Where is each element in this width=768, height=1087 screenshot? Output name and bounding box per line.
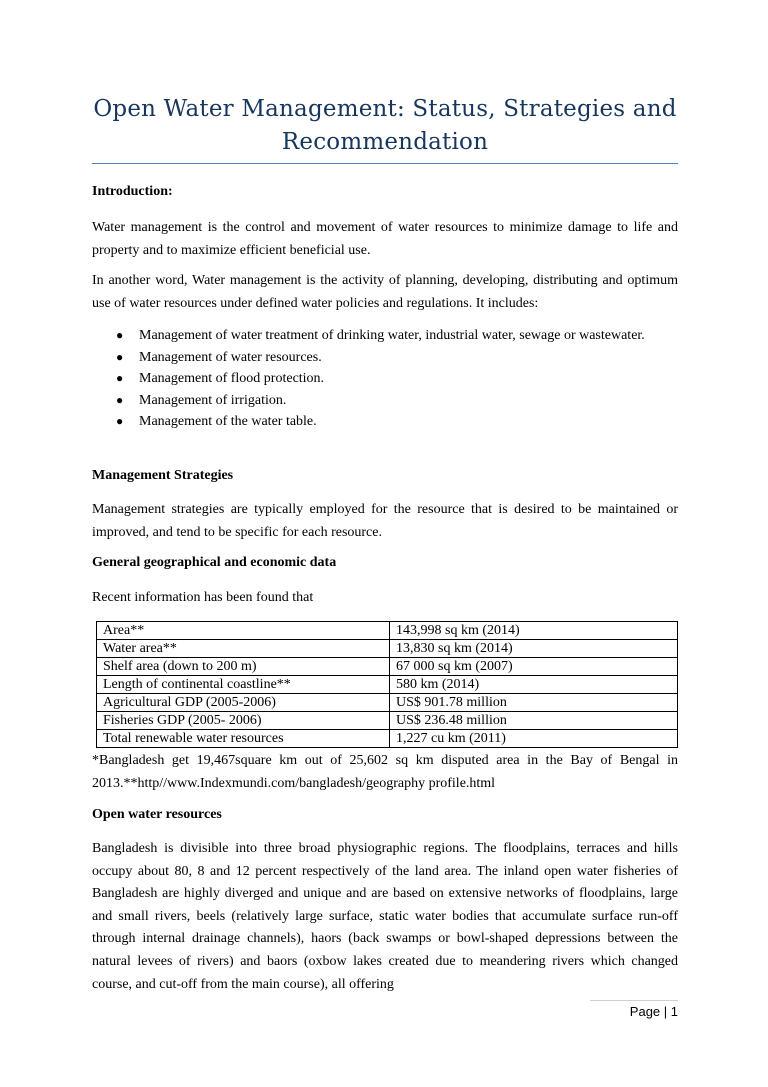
- open-water-paragraph: Bangladesh is divisible into three broad physiographic regions. The floodplains, terraces and hills occupy about 80, 8 and 12 percent respectively of the land area. The inland open water fisheries of Bangladesh are highly diverged and unique and are based on extensive networks of floodplains, large and small rivers, beels (relatively large surface, static water bodies that accumulate surface run-off through internal drainage channels), haors (back swamps or bowl-shaped depressions between the natural levees of rivers) and baors (oxbow lakes created due to meandering rivers which changed course, and cut-off from the main course), all offering: [92, 841, 678, 992]
- list-item-text: Management of water treatment of drinking water, industrial water, sewage or wastewater.: [139, 328, 645, 343]
- document-title: Open Water Management: Status, Strategies and Recommendation: [93, 96, 677, 155]
- bullet-icon: ●: [116, 414, 124, 428]
- table-row: [97, 712, 678, 730]
- bullet-icon: ●: [116, 349, 124, 364]
- table-cell-label: Fisheries GDP (2005- 2006): [97, 712, 390, 730]
- list-item: [92, 411, 678, 433]
- table-cell-value: 580 km (2014): [390, 676, 678, 694]
- list-item-text: Management of irrigation.: [139, 392, 287, 408]
- table-row: [97, 640, 678, 658]
- table-cell-value: US$ 901.78 million: [390, 694, 678, 712]
- list-item-text: Management of water resources.: [139, 349, 322, 365]
- bullet-icon: ●: [116, 328, 124, 342]
- table-row: [97, 676, 678, 694]
- table-cell-label: Agricultural GDP (2005-2006): [97, 694, 390, 712]
- title-underline: [92, 163, 678, 164]
- strategies-paragraph: Management strategies are typically employed for the resource that is desired to be maintained or improved, and tend to be specific for each resource.: [92, 502, 678, 540]
- list-item-text: Management of flood protection.: [139, 371, 325, 386]
- bullet-icon: ●: [116, 371, 124, 385]
- table-row: [97, 730, 678, 748]
- geo-footnote: *Bangladesh get 19,467square km out of 25,602 sq km disputed area in the Bay of Bengal in 2013.**http//www.Indexmundi.com/bangladesh/geography profile.html: [92, 753, 678, 791]
- table-cell-value: 13,830 sq km (2014): [390, 640, 678, 658]
- table-cell-value: 67 000 sq km (2007): [390, 658, 678, 676]
- page-number: Page | 1: [629, 1004, 678, 1019]
- table-cell-value: 143,998 sq km (2014): [390, 622, 678, 640]
- open-water-heading: Open water resources: [92, 807, 222, 822]
- table-cell-label: Length of continental coastline**: [97, 676, 390, 694]
- table-cell-label: Total renewable water resources: [97, 730, 390, 748]
- table-cell-label: Shelf area (down to 200 m): [97, 658, 390, 676]
- geo-heading: General geographical and economic data: [92, 555, 337, 570]
- list-item: [92, 325, 678, 347]
- table-row: [97, 622, 678, 640]
- table-cell-value: 1,227 cu km (2011): [390, 730, 678, 748]
- list-item: [92, 390, 678, 412]
- bullet-icon: ●: [116, 392, 124, 407]
- footer-rule: [590, 1000, 678, 1001]
- intro-heading: Introduction:: [92, 184, 173, 199]
- table-cell-label: Water area**: [97, 640, 390, 658]
- strategies-heading: Management Strategies: [92, 468, 234, 483]
- intro-paragraph-2: In another word, Water management is the activity of planning, developing, distributing and optimum use of water resources under defined water policies and regulations. It includes:: [92, 273, 678, 311]
- table-cell-label: Area**: [97, 622, 390, 640]
- list-item: [92, 347, 678, 369]
- list-item-text: Management of the water table.: [139, 414, 317, 429]
- management-list: [92, 325, 678, 433]
- table-row: [97, 658, 678, 676]
- list-item: [92, 368, 678, 390]
- geo-data-table: [96, 621, 678, 748]
- intro-paragraph-1: Water management is the control and movement of water resources to minimize damage to life and property and to maximize efficient beneficial use.: [92, 220, 678, 258]
- table-row: [97, 694, 678, 712]
- geo-lead: Recent information has been found that: [92, 590, 314, 605]
- table-cell-value: US$ 236.48 million: [390, 712, 678, 730]
